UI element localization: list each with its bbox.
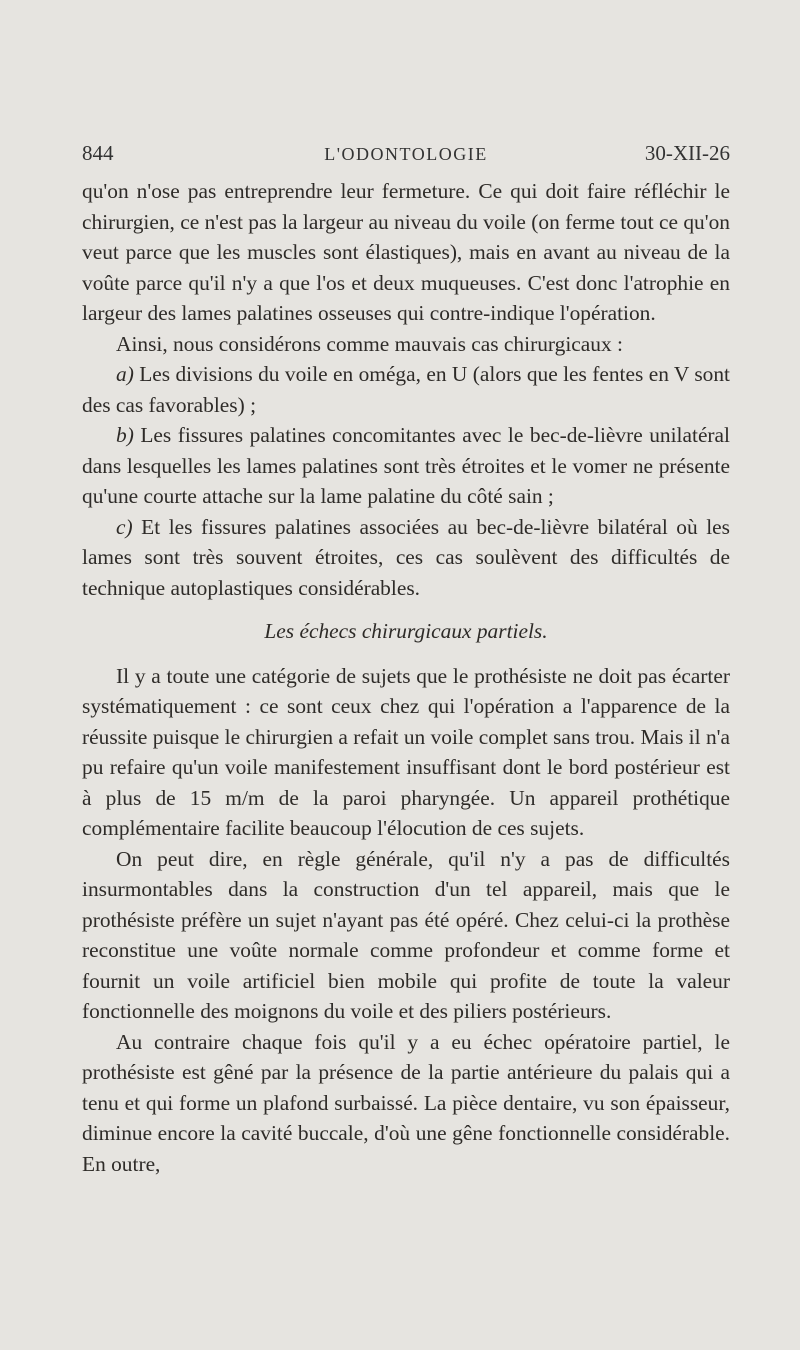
paragraph: Ainsi, nous considérons comme mauvais cas chirurgicaux : — [116, 331, 623, 356]
page-number: 844 — [82, 141, 114, 165]
list-marker: b) — [116, 423, 134, 447]
list-item-text: Les fissures palatines concomitantes avec le bec-de-lièvre unilatéral dans lesquelles les lames palatines sont très étroites et le vomer ne présente qu'une courte attache sur la lame palatine du côté sain ; — [82, 423, 730, 508]
list-item — [82, 359, 730, 420]
list-item-text: Et les fissures palatines associées au bec-de-lièvre bilatéral où les lames sont très souvent étroites, ces cas soulèvent des difficultés de technique autoplastiques considérables. — [82, 514, 730, 600]
list-marker: a) — [116, 362, 134, 386]
list-marker: c) — [116, 514, 133, 539]
running-header — [82, 141, 730, 171]
paragraph: On peut dire, en règle générale, qu'il n'y a pas de difficultés insurmontables dans la construction d'un tel appareil, mais que le prothésiste préfère un sujet n'ayant pas été opéré. Chez celui-ci la prothèse reconstitue une voûte normale comme profondeur et comme forme et fournit un voile artificiel bien mobile qui profite de toute la valeur fonctionnelle des moignons du voile et des piliers postérieurs. — [82, 846, 730, 1023]
section-heading: Les échecs chirurgicaux partiels. — [264, 619, 548, 643]
list-item — [82, 420, 730, 512]
page-body — [82, 176, 730, 1179]
paragraph: qu'on n'ose pas entreprendre leur fermeture. Ce qui doit faire réfléchir le chirurgien, ce n'est pas la largeur au niveau du voile (on ferme tout ce qu'on veut parce que les muscles sont élastiques), mais en avant au niveau de la voûte parce qu'il n'y a que l'os et deux muqueuses. C'est donc l'atrophie en largeur des lames palatines osseuses qui contre-indique l'opération. — [82, 179, 730, 325]
paragraph: Au contraire chaque fois qu'il y a eu échec opératoire partiel, le prothésiste est gêné par la présence de la partie antérieure du palais qui a tenu et qui forme un plafond surbaissé. La pièce dentaire, vu son épaisseur, diminue encore la cavité buccale, d'où une gêne fonctionnelle considérable. En outre, — [82, 1029, 730, 1176]
paragraph: Il y a toute une catégorie de sujets que le prothésiste ne doit pas écarter systématiquement : ce sont ceux chez qui l'opération a l'apparence de la réussite puisque le chirurgien a refait un voile complet sans trou. Mais il n'a pu refaire qu'un voile manifestement insuffisant dont le bord postérieur est à plus de 15 m/m de la paroi pharyngée. Un appareil prothétique complémentaire facilite beaucoup l'élocution de ces sujets. — [82, 663, 730, 840]
issue-date: 30-XII-26 — [644, 141, 730, 165]
list-item — [82, 512, 730, 604]
list-item-text: Les divisions du voile en oméga, en U (alors que les fentes en V sont des cas favorables) ; — [82, 362, 730, 417]
running-title: L'ODONTOLOGIE — [324, 144, 488, 164]
